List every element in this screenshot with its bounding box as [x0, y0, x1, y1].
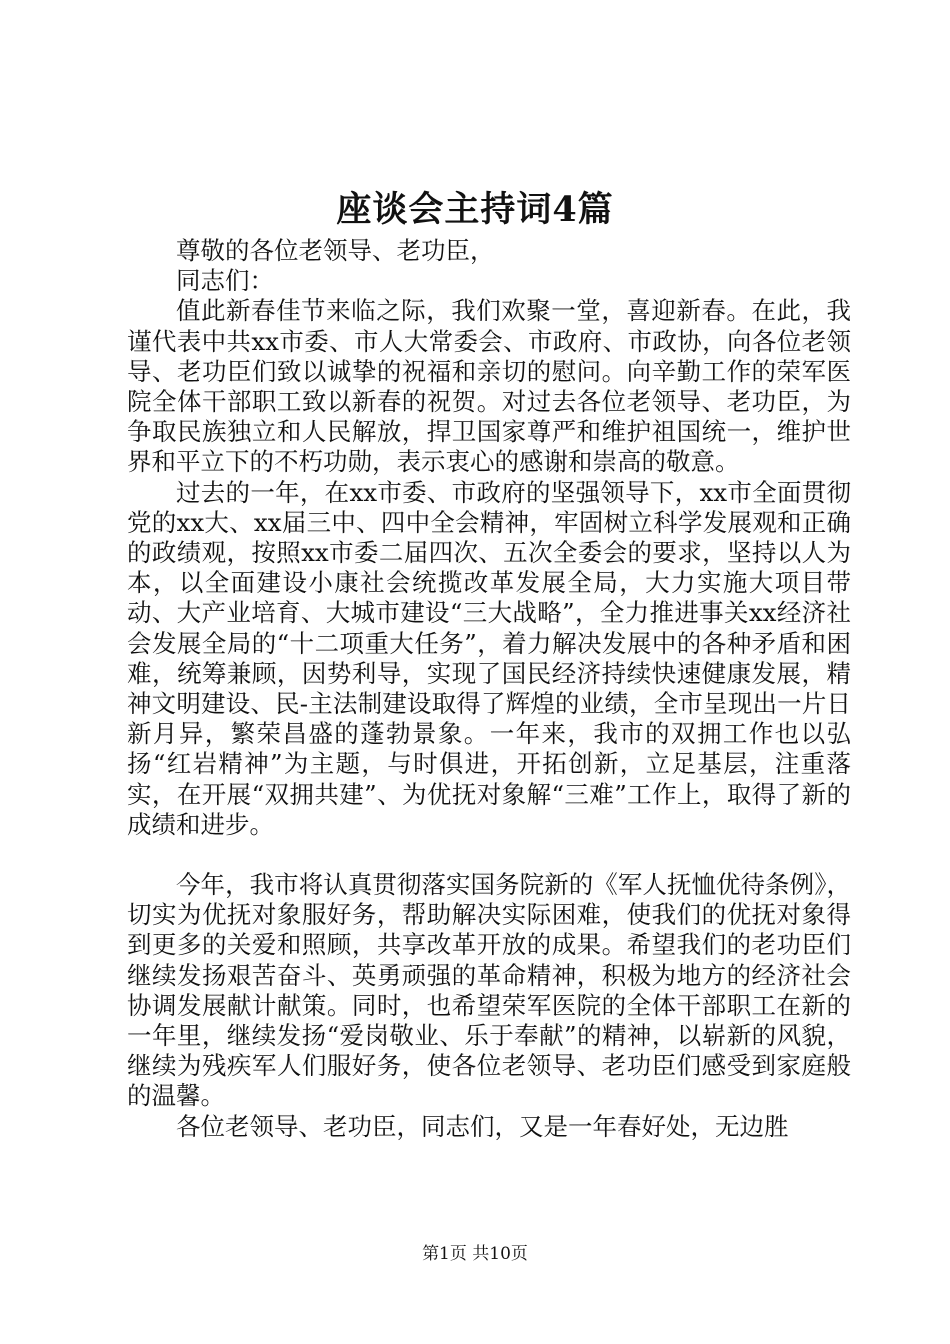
document-title: 座谈会主持词4篇	[336, 189, 614, 230]
body-paragraph: 过去的一年，在xx市委、市政府的坚强领导下，xx市全面贯彻党的xx大、xx届三中、四中全会精神，牢固树立科学发展观和正确的政绩观，按照xx市委二届四次、五次全委会的要求，坚持以人为本，以全面建设小康社会统揽改革发展全局，大力实施大项目带动、大产业培育、大城市建设“三大战略”，全力推进事关xx经济社会发展全局的“十二项重大任务”，着力解决发展中的各种矛盾和困难，统筹兼顾，因势利导，实现了国民经济持续快速健康发展，精神文明建设、民-主法制建设取得了辉煌的业绩，全市呈现出一片日新月异，繁荣昌盛的蓬勃景象。一年来，我市的双拥工作也以弘扬“红岩精神”为主题，与时俱进，开拓创新，立足基层，注重落实，在开展“双拥共建”、为优抚对象解“三难”工作上，取得了新的成绩和进步。	[127, 477, 851, 839]
document-body	[127, 236, 851, 1142]
page-number: 第1页 共10页	[422, 1244, 528, 1264]
body-paragraph: 今年，我市将认真贯彻落实国务院新的《军人抚恤优待条例》，切实为优抚对象服好务，帮助解决实际困难，使我们的优抚对象得到更多的关爱和照顾，共享改革开放的成果。希望我们的老功臣们继续发扬艰苦奋斗、英勇顽强的革命精神，积极为地方的经济社会协调发展献计献策。同时，也希望荣军医院的全体干部职工在新的一年里，继续发扬“爱岗敬业、乐于奉献”的精神，以崭新的风貌，继续为残疾军人们服好务，使各位老领导、老功臣们感受到家庭般的温馨。	[127, 870, 851, 1111]
salutation-line: 同志们：	[176, 266, 274, 296]
body-paragraph: 各位老领导、老功臣，同志们，又是一年春好处，无边胜	[176, 1111, 789, 1141]
body-paragraph: 值此新春佳节来临之际，我们欢聚一堂，喜迎新春。在此，我谨代表中共xx市委、市人大常委会、市政府、市政协，向各位老领导、老功臣们致以诚挚的祝福和亲切的慰问。向辛勤工作的荣军医院全体干部职工致以新春的祝贺。对过去各位老领导、老功臣，为争取民族独立和人民解放，捍卫国家尊严和维护祖国统一，维护世界和平立下的不朽功勋，表示衷心的感谢和崇高的敬意。	[127, 296, 851, 477]
salutation-line: 尊敬的各位老领导、老功臣，	[176, 236, 495, 265]
